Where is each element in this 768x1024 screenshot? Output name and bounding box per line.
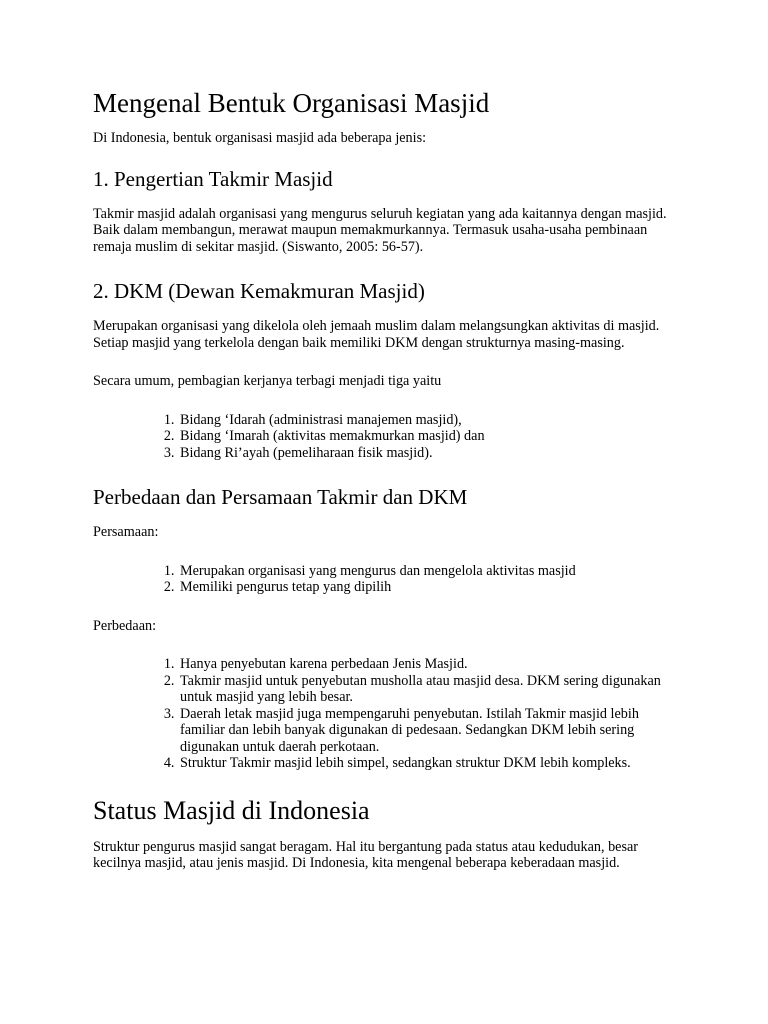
section-heading-status: Status Masjid di Indonesia xyxy=(93,795,370,825)
document-title: Mengenal Bentuk Organisasi Masjid xyxy=(93,88,490,118)
status-paragraph: Struktur pengurus masjid sangat beragam. Hal itu bergantung pada status atau kedudukan, besar kecilnya masjid, atau jenis masjid. Di Indonesia, kita mengenal beberapa keberadaan masjid. xyxy=(93,838,639,871)
list-item: 1. Merupakan organisasi yang mengurus dan mengelola aktivitas masjid xyxy=(178,563,678,580)
similarities-list xyxy=(93,563,678,596)
list-item: 1. Hanya penyebutan karena perbedaan Jenis Masjid. xyxy=(178,656,678,673)
list-item: 2. Bidang ‘Imarah (aktivitas memakmurkan masjid) dan xyxy=(178,428,678,445)
list-item: 2. Memiliki pengurus tetap yang dipilih xyxy=(178,579,678,596)
section-heading-comparison: Perbedaan dan Persamaan Takmir dan DKM xyxy=(93,485,468,509)
division-list xyxy=(93,412,678,462)
division-intro: Secara umum, pembagian kerjanya terbagi menjadi tiga yaitu xyxy=(93,373,442,389)
list-item: 2. Takmir masjid untuk penyebutan musholla atau masjid desa. DKM sering digunakan untuk masjid yang lebih besar. xyxy=(178,673,678,706)
intro-paragraph: Di Indonesia, bentuk organisasi masjid ada beberapa jenis: xyxy=(93,130,427,146)
list-item: 4. Struktur Takmir masjid lebih simpel, sedangkan struktur DKM lebih kompleks. xyxy=(178,755,678,772)
similarities-label: Persamaan: xyxy=(93,524,159,540)
takmir-paragraph: Takmir masjid adalah organisasi yang mengurus seluruh kegiatan yang ada kaitannya dengan masjid. Baik dalam membangun, merawat maupun memakmurkannya. Termasuk usaha-usaha pembinaan remaja muslim di sekitar masjid. (Siswanto, 2005: 56-57). xyxy=(93,205,667,255)
section-heading-takmir: 1. Pengertian Takmir Masjid xyxy=(93,166,333,191)
dkm-paragraph: Merupakan organisasi yang dikelola oleh jemaah muslim dalam melangsungkan aktivitas di masjid. Setiap masjid yang terkelola dengan baik memiliki DKM dengan strukturnya masing-masing. xyxy=(93,318,660,351)
list-item: 3. Bidang Ri’ayah (pemeliharaan fisik masjid). xyxy=(178,445,678,462)
section-heading-dkm: 2. DKM (Dewan Kemakmuran Masjid) xyxy=(93,279,425,303)
differences-label: Perbedaan: xyxy=(93,617,157,634)
differences-list xyxy=(93,656,678,772)
list-item: 1. Bidang ‘Idarah (administrasi manajemen masjid), xyxy=(178,412,678,429)
list-item: 3. Daerah letak masjid juga mempengaruhi penyebutan. Istilah Takmir masjid lebih familiar dan lebih banyak digunakan di pedesaan. Sedangkan DKM lebih sering digunakan untuk daerah perkotaan. xyxy=(178,706,678,756)
